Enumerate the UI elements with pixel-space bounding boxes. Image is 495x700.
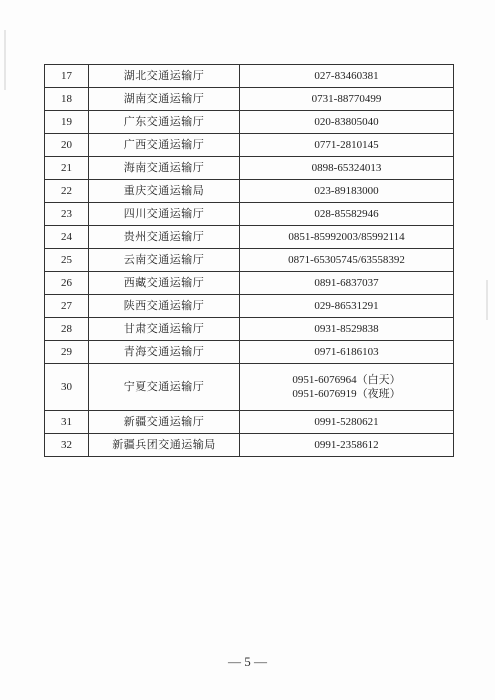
row-number: 24 <box>45 226 89 249</box>
phone-cell <box>240 364 454 411</box>
phone-number: 0731-88770499 <box>311 93 382 105</box>
table-row <box>45 341 454 364</box>
table-row <box>45 226 454 249</box>
department-name: 海南交通运输厅 <box>89 157 240 180</box>
department-name: 贵州交通运输厅 <box>89 226 240 249</box>
phone-cell <box>240 226 454 249</box>
phone-number: 023-89183000 <box>314 185 379 197</box>
phone-cell <box>240 111 454 134</box>
phone-number: 0871-65305745/63558392 <box>288 254 405 266</box>
phone-number: 027-83460381 <box>314 70 379 82</box>
row-number: 31 <box>45 411 89 434</box>
phone-cell <box>240 295 454 318</box>
table-row <box>45 364 454 411</box>
phone-number: 0991-5280621 <box>314 416 379 428</box>
row-number: 17 <box>45 65 89 88</box>
row-number: 28 <box>45 318 89 341</box>
table-row <box>45 434 454 457</box>
row-number: 30 <box>45 364 89 411</box>
department-name: 广东交通运输厅 <box>89 111 240 134</box>
row-number: 27 <box>45 295 89 318</box>
phone-number: 020-83805040 <box>314 116 379 128</box>
table-row <box>45 88 454 111</box>
department-name: 四川交通运输厅 <box>89 203 240 226</box>
scan-edge-mark <box>486 280 488 320</box>
department-name: 陕西交通运输厅 <box>89 295 240 318</box>
phone-cell <box>240 203 454 226</box>
table-row <box>45 111 454 134</box>
table-row <box>45 411 454 434</box>
row-number: 26 <box>45 272 89 295</box>
phone-cell <box>240 341 454 364</box>
phone-cell <box>240 249 454 272</box>
table-row <box>45 134 454 157</box>
table-row <box>45 180 454 203</box>
table-row <box>45 249 454 272</box>
phone-number: 028-85582946 <box>314 208 379 220</box>
phone-number: 0951-6076919（夜班） <box>292 388 401 400</box>
table-row <box>45 318 454 341</box>
row-number: 25 <box>45 249 89 272</box>
page-number: — 5 — <box>228 654 267 669</box>
phone-cell <box>240 134 454 157</box>
department-name: 新疆兵团交通运输局 <box>89 434 240 457</box>
phone-cell <box>240 157 454 180</box>
table-row <box>45 203 454 226</box>
department-name: 湖南交通运输厅 <box>89 88 240 111</box>
phone-number: 0971-6186103 <box>314 346 379 358</box>
scan-edge-mark <box>4 30 6 90</box>
phone-number: 0851-85992003/85992114 <box>288 231 405 243</box>
department-name: 广西交通运输厅 <box>89 134 240 157</box>
phone-cell <box>240 411 454 434</box>
phone-number: 0931-8529838 <box>314 323 379 335</box>
phone-number: 0898-65324013 <box>311 162 382 174</box>
contacts-table-body <box>45 65 454 457</box>
department-name: 重庆交通运输局 <box>89 180 240 203</box>
department-name: 湖北交通运输厅 <box>89 65 240 88</box>
phone-number: 0991-2358612 <box>314 439 379 451</box>
phone-cell <box>240 434 454 457</box>
table-row <box>45 295 454 318</box>
department-name: 西藏交通运输厅 <box>89 272 240 295</box>
row-number: 22 <box>45 180 89 203</box>
row-number: 23 <box>45 203 89 226</box>
row-number: 29 <box>45 341 89 364</box>
department-name: 新疆交通运输厅 <box>89 411 240 434</box>
row-number: 18 <box>45 88 89 111</box>
phone-cell <box>240 88 454 111</box>
contacts-table <box>44 64 454 457</box>
phone-cell <box>240 65 454 88</box>
phone-number: 0891-6837037 <box>314 277 379 289</box>
phone-cell <box>240 318 454 341</box>
department-name: 青海交通运输厅 <box>89 341 240 364</box>
row-number: 19 <box>45 111 89 134</box>
phone-cell <box>240 272 454 295</box>
department-name: 云南交通运输厅 <box>89 249 240 272</box>
department-name: 宁夏交通运输厅 <box>89 364 240 411</box>
phone-number: 029-86531291 <box>314 300 379 312</box>
phone-number: 0771-2810145 <box>314 139 379 151</box>
table-row <box>45 272 454 295</box>
phone-cell <box>240 180 454 203</box>
row-number: 32 <box>45 434 89 457</box>
phone-number: 0951-6076964（白天） <box>292 374 401 386</box>
row-number: 20 <box>45 134 89 157</box>
department-name: 甘肃交通运输厅 <box>89 318 240 341</box>
table-row <box>45 157 454 180</box>
table-row <box>45 65 454 88</box>
row-number: 21 <box>45 157 89 180</box>
